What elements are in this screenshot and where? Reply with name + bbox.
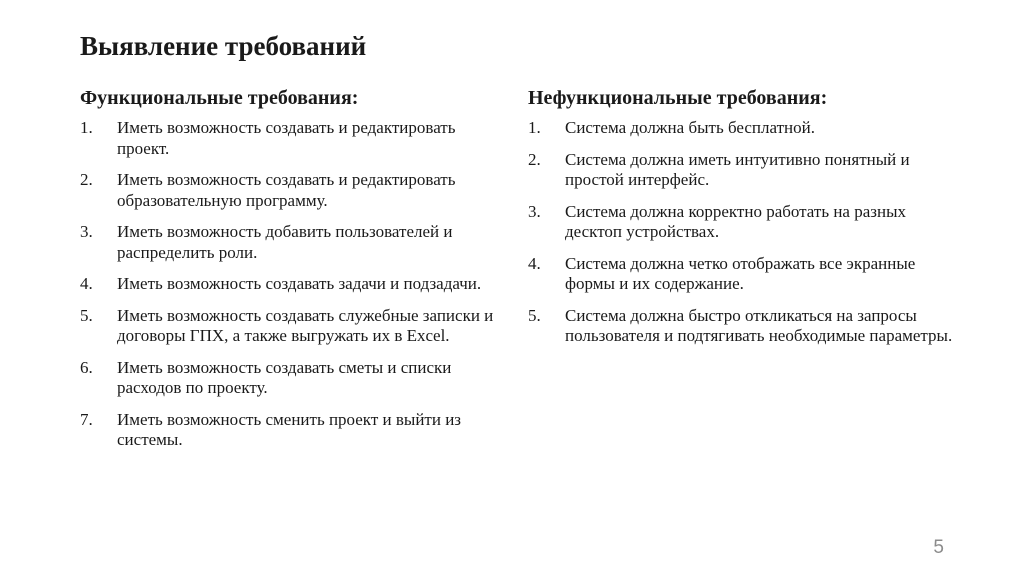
list-item-text: Иметь возможность создавать и редактировать проект.	[117, 118, 456, 158]
list-item	[80, 358, 510, 399]
list-item-number: 5.	[528, 305, 541, 325]
list-item	[80, 274, 510, 295]
list-item-number: 7.	[80, 409, 93, 429]
functional-requirements-heading: Функциональные требования:	[80, 87, 359, 109]
slide-title: Выявление требований	[80, 31, 367, 61]
list-item	[528, 118, 958, 139]
list-item-number: 2.	[528, 149, 541, 169]
list-item-text: Иметь возможность создавать сметы и списки расходов по проекту.	[117, 357, 452, 397]
nonfunctional-requirements-heading: Нефункциональные требования:	[528, 87, 828, 109]
functional-requirements-list	[80, 118, 510, 451]
list-item	[528, 254, 958, 295]
list-item	[528, 202, 958, 243]
list-item-text: Система должна четко отображать все экранные формы и их содержание.	[565, 253, 916, 293]
list-item	[80, 306, 510, 347]
list-item-number: 1.	[80, 118, 93, 137]
list-item	[528, 150, 958, 191]
list-item-text: Система должна корректно работать на разных десктоп устройствах.	[565, 201, 907, 241]
list-item-number: 4.	[80, 274, 93, 293]
list-item-number: 3.	[528, 201, 541, 221]
nonfunctional-requirements-column	[528, 82, 958, 358]
list-item-number: 5.	[80, 305, 93, 325]
list-item-text: Система должна иметь интуитивно понятный и простой интерфейс.	[565, 149, 910, 189]
list-item-text: Иметь возможность создавать служебные записки и договоры ГПХ, а также выгружать их в Excel.	[117, 305, 494, 345]
list-item-text: Иметь возможность добавить пользователей и распределить роли.	[117, 222, 453, 262]
list-item	[80, 410, 510, 451]
list-item-text: Иметь возможность создавать задачи и подзадачи.	[117, 274, 482, 293]
list-item-text: Система должна быстро откликаться на запросы пользователя и подтягивать необходимые параметры.	[565, 305, 953, 345]
list-item-number: 6.	[80, 357, 93, 377]
list-item	[80, 222, 510, 263]
list-item-text: Система должна быть бесплатной.	[565, 118, 815, 137]
list-item	[80, 118, 510, 159]
list-item	[528, 306, 958, 347]
list-item-number: 3.	[80, 222, 93, 241]
list-item	[80, 170, 510, 211]
list-item-text: Иметь возможность создавать и редактировать образовательную программу.	[117, 170, 456, 210]
list-item-number: 1.	[528, 118, 541, 137]
list-item-text: Иметь возможность сменить проект и выйти из системы.	[117, 409, 462, 449]
functional-requirements-column	[80, 82, 510, 462]
list-item-number: 2.	[80, 170, 93, 189]
page-number: 5	[933, 537, 944, 558]
nonfunctional-requirements-list	[528, 118, 958, 347]
list-item-number: 4.	[528, 253, 541, 273]
